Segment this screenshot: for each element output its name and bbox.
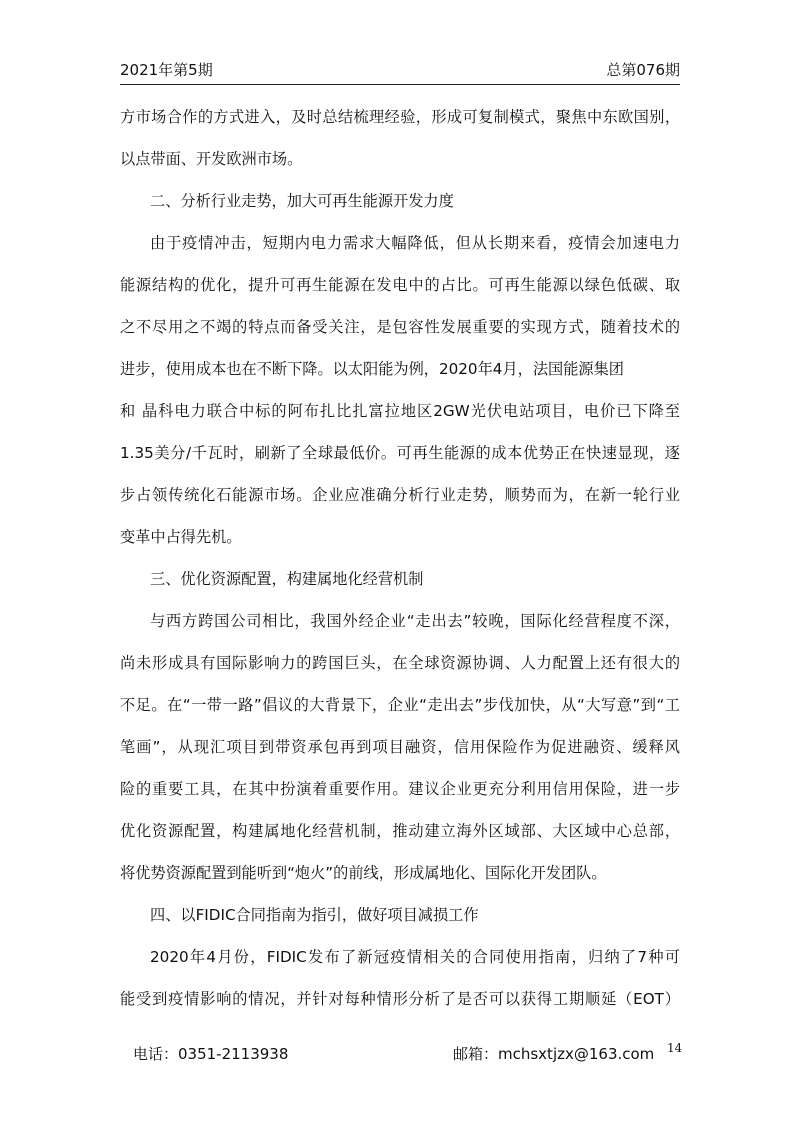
text-line: 2020年4月份，FIDIC发布了新冠疫情相关的合同使用指南，归纳了7种可 [150,948,680,966]
text-line: 之不尽用之不竭的特点而备受关注，是包容性发展重要的实现方式，随着技术的 [120,318,680,336]
page-number: 14 [667,1041,683,1055]
text-line: 优化资源配置，构建属地化经营机制，推动建立海外区域部、大区域中心总部， [120,822,680,840]
section-heading: 二、分析行业走势，加大可再生能源开发力度 [150,192,454,210]
text-line: 不足。在“一带一路”倡议的大背景下，企业“走出去”步伐加快，从“大写意”到“工 [120,696,680,714]
issue-label: 2021年第5期 [120,61,213,79]
serial-label: 总第076期 [606,61,680,79]
text-line: 进步，使用成本也在不断下降。以太阳能为例，2020年4月，法国能源集团 [120,360,624,378]
text-line: 方市场合作的方式进入，及时总结梳理经验，形成可复制模式，聚焦中东欧国别， [120,108,680,126]
text-line: 将优势资源配置到能听到“炮火”的前线，形成属地化、国际化开发团队。 [120,864,607,882]
text-line: 能受到疫情影响的情况，并针对每种情形分析了是否可以获得工期顺延（EOT） [120,990,680,1008]
text-line: 1.35美分/千瓦时，刷新了全球最低价。可再生能源的成本优势正在快速显现，逐 [120,444,680,462]
text-line: 险的重要工具，在其中扮演着重要作用。建议企业更充分利用信用保险，进一步 [120,780,680,798]
section-heading: 三、优化资源配置，构建属地化经营机制 [150,570,424,588]
footer-email: 邮箱：mchsxtjzx@163.com [453,1045,655,1063]
text-line: 步占领传统化石能源市场。企业应准确分析行业走势，顺势而为，在新一轮行业 [120,486,680,504]
text-line: 能源结构的优化，提升可再生能源在发电中的占比。可再生能源以绿色低碳、取 [120,276,680,294]
text-line: 笔画”，从现汇项目到带资承包再到项目融资，信用保险作为促进融资、缓释风 [120,738,680,756]
text-line: 尚未形成具有国际影响力的跨国巨头，在全球资源协调、人力配置上还有很大的 [120,654,680,672]
text-line: 变革中占得先机。 [120,528,242,546]
text-line: 和 晶科电力联合中标的阿布扎比扎富拉地区2GW光伏电站项目，电价已下降至 [120,402,680,420]
text-line: 与西方跨国公司相比，我国外经企业“走出去”较晚，国际化经营程度不深， [150,612,680,630]
text-line: 由于疫情冲击，短期内电力需求大幅降低，但从长期来看，疫情会加速电力 [150,234,680,252]
page-header [120,58,680,85]
footer-phone: 电话：0351-2113938 [133,1045,289,1063]
text-line: 以点带面、开发欧洲市场。 [120,150,303,168]
section-heading: 四、以FIDIC合同指南为指引，做好项目减损工作 [150,906,479,924]
